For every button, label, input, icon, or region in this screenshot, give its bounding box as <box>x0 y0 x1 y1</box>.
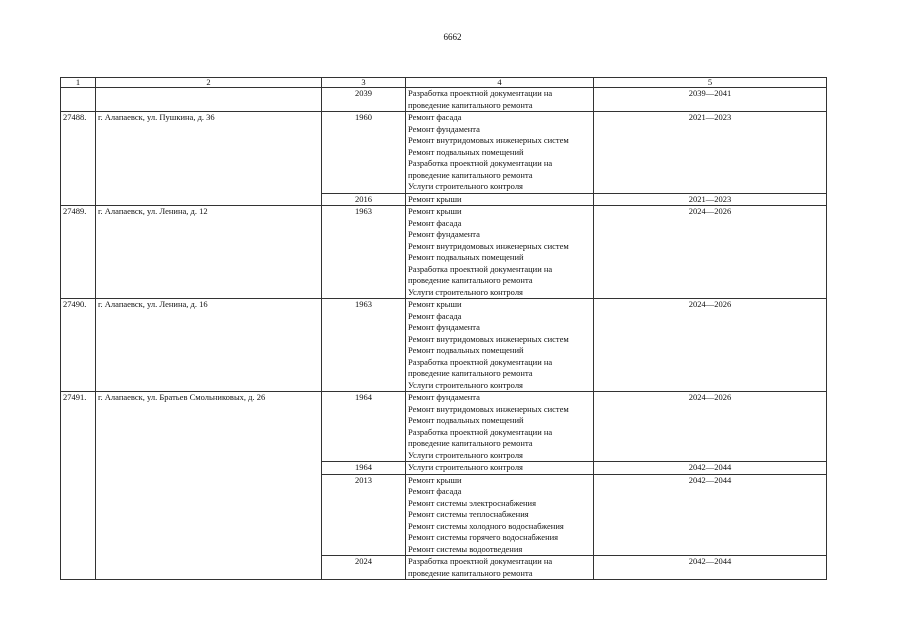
work-item: проведение капитального ремонта <box>408 567 533 578</box>
work-item: Ремонт фасада <box>408 112 462 122</box>
repair-schedule-table <box>60 77 827 580</box>
row-period: 2021—2023 <box>594 193 827 206</box>
work-item: Услуги строительного контроля <box>408 379 523 390</box>
row-period: 2024—2026 <box>594 206 827 299</box>
row-works <box>406 112 594 194</box>
work-item: Разработка проектной документации на <box>408 158 553 168</box>
work-item: Ремонт системы горячего водоснабжения <box>408 532 559 542</box>
work-item: Ремонт подвальных помещений <box>408 345 524 355</box>
work-item: Ремонт фундамента <box>408 123 480 134</box>
row-period: 2042—2044 <box>594 462 827 475</box>
work-item: Разработка проектной документации на <box>408 263 553 274</box>
work-item: Ремонт фундамента <box>408 392 480 402</box>
row-period: 2039—2041 <box>594 88 827 112</box>
row-works <box>406 88 594 112</box>
row-period: 2024—2026 <box>594 392 827 462</box>
row-works <box>406 299 594 392</box>
work-item: Ремонт внутридомовых инженерных систем <box>408 333 569 344</box>
table-row <box>61 299 827 392</box>
work-item: Разработка проектной документации на <box>408 426 553 437</box>
row-period: 2021—2023 <box>594 112 827 194</box>
work-item: Услуги строительного контроля <box>408 462 523 472</box>
work-item: Ремонт подвальных помещений <box>408 146 524 157</box>
work-item: проведение капитального ремонта <box>408 275 533 285</box>
row-address <box>96 88 322 112</box>
work-item: Ремонт внутридомовых инженерных систем <box>408 240 569 251</box>
row-year: 1963 <box>322 299 406 392</box>
table-row <box>61 392 827 462</box>
row-year: 1964 <box>322 392 406 462</box>
work-item: Разработка проектной документации на <box>408 88 553 98</box>
row-number: 27491. <box>61 392 96 580</box>
work-item: Ремонт внутридомовых инженерных систем <box>408 403 569 414</box>
table-row <box>61 88 827 112</box>
work-item: Услуги строительного контроля <box>408 286 523 297</box>
table-row <box>61 112 827 194</box>
work-item: Ремонт крыши <box>408 193 462 204</box>
row-number: 27488. <box>61 112 96 206</box>
row-works <box>406 206 594 299</box>
header-col-2: 2 <box>96 78 322 88</box>
header-col-3: 3 <box>322 78 406 88</box>
work-item: Ремонт внутридомовых инженерных систем <box>408 135 569 145</box>
work-item: Ремонт крыши <box>408 206 462 216</box>
work-item: Ремонт системы электроснабжения <box>408 497 537 508</box>
row-works <box>406 556 594 580</box>
work-item: Ремонт системы холодного водоснабжения <box>408 520 564 531</box>
row-year: 2024 <box>322 556 406 580</box>
row-works <box>406 193 594 206</box>
work-item: Ремонт фасада <box>408 486 462 496</box>
work-item: Ремонт фундамента <box>408 229 480 239</box>
work-item: Ремонт фасада <box>408 310 462 321</box>
work-item: проведение капитального ремонта <box>408 169 533 180</box>
row-period: 2042—2044 <box>594 474 827 556</box>
row-works <box>406 474 594 556</box>
header-col-5: 5 <box>594 78 827 88</box>
work-item: Ремонт системы теплоснабжения <box>408 509 529 519</box>
header-col-4: 4 <box>406 78 594 88</box>
row-number <box>61 88 96 112</box>
header-col-1: 1 <box>61 78 96 88</box>
work-item: Ремонт фасада <box>408 217 462 228</box>
row-year: 2013 <box>322 474 406 556</box>
row-year: 1963 <box>322 206 406 299</box>
row-address: г. Алапаевск, ул. Пушкина, д. 36 <box>96 112 322 206</box>
work-item: Ремонт крыши <box>408 299 462 309</box>
work-item: проведение капитального ремонта <box>408 368 533 378</box>
row-number: 27489. <box>61 206 96 299</box>
row-year: 2039 <box>322 88 406 112</box>
work-item: Услуги строительного контроля <box>408 449 523 460</box>
work-item: Ремонт крыши <box>408 474 462 485</box>
work-item: Ремонт фундамента <box>408 322 480 332</box>
work-item: проведение капитального ремонта <box>408 438 533 448</box>
work-item: Услуги строительного контроля <box>408 181 523 191</box>
work-item: Ремонт системы водоотведения <box>408 543 523 554</box>
row-address: г. Алапаевск, ул. Братьев Смольниковых, д. 26 <box>96 392 322 580</box>
header-row <box>61 78 827 88</box>
work-item: Ремонт подвальных помещений <box>408 252 524 262</box>
row-works <box>406 462 594 475</box>
row-year: 1964 <box>322 462 406 475</box>
row-year: 1960 <box>322 112 406 194</box>
table-row <box>61 206 827 299</box>
work-item: Ремонт подвальных помещений <box>408 415 524 425</box>
work-item: Разработка проектной документации на <box>408 356 553 367</box>
page-number: 6662 <box>443 32 462 42</box>
row-period: 2024—2026 <box>594 299 827 392</box>
row-year: 2016 <box>322 193 406 206</box>
row-address: г. Алапаевск, ул. Ленина, д. 16 <box>96 299 322 392</box>
row-period: 2042—2044 <box>594 556 827 580</box>
work-item: Разработка проектной документации на <box>408 556 553 566</box>
row-works <box>406 392 594 462</box>
work-item: проведение капитального ремонта <box>408 99 533 110</box>
row-number: 27490. <box>61 299 96 392</box>
row-address: г. Алапаевск, ул. Ленина, д. 12 <box>96 206 322 299</box>
